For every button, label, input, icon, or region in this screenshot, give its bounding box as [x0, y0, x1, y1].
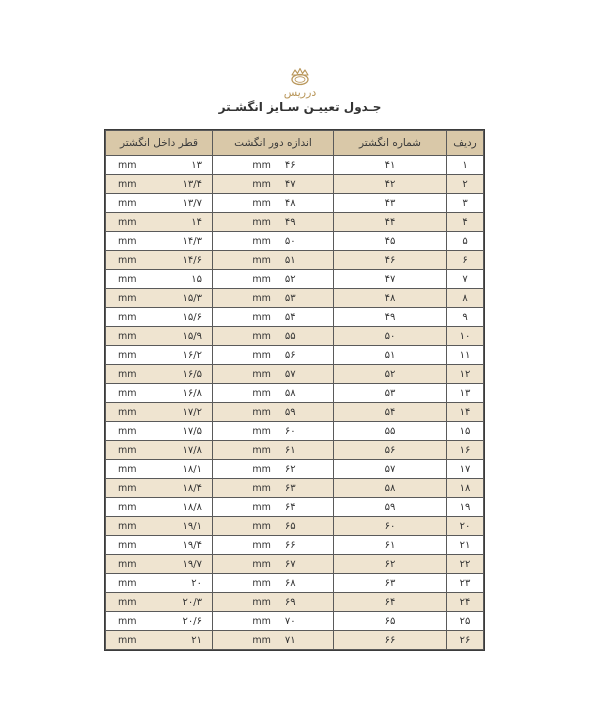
diameter-value: ۱۴/۳ — [182, 235, 202, 247]
diameter-cell — [106, 422, 213, 441]
unit-label: mm — [252, 311, 271, 323]
circumference-value: ۶۸ — [284, 577, 296, 589]
ring-size-cell — [334, 194, 447, 213]
diameter-value: ۱۳/۴ — [182, 178, 202, 190]
ring-size-cell — [334, 308, 447, 327]
table-row — [106, 289, 484, 308]
diameter-value: ۱۸/۴ — [182, 482, 202, 494]
ring-size-value: ۴۵ — [384, 235, 396, 247]
circumference-value: ۶۶ — [284, 539, 296, 551]
table-row — [106, 517, 484, 536]
table-row — [106, 346, 484, 365]
circumference-cell — [213, 156, 334, 175]
circumference-value: ۵۸ — [284, 387, 296, 399]
circumference-value: ۵۲ — [284, 273, 296, 285]
diameter-cell — [106, 536, 213, 555]
unit-label: mm — [252, 197, 271, 209]
circumference-value: ۴۹ — [284, 216, 296, 228]
unit-label: mm — [118, 197, 137, 209]
row-number-cell — [447, 593, 484, 612]
row-number: ۹ — [462, 311, 468, 323]
row-number: ۱۳ — [459, 387, 471, 399]
unit-label: mm — [252, 577, 271, 589]
circumference-cell — [213, 460, 334, 479]
ring-size-cell — [334, 536, 447, 555]
circumference-cell — [213, 346, 334, 365]
diameter-cell — [106, 270, 213, 289]
row-number-cell — [447, 270, 484, 289]
circumference-cell — [213, 574, 334, 593]
row-number: ۲۶ — [459, 634, 471, 646]
ring-size-value: ۴۲ — [384, 178, 396, 190]
circumference-cell — [213, 612, 334, 631]
unit-label: mm — [252, 482, 271, 494]
row-number: ۸ — [462, 292, 468, 304]
diameter-value: ۱۶/۲ — [182, 349, 202, 361]
ring-size-cell — [334, 460, 447, 479]
unit-label: mm — [252, 178, 271, 190]
unit-label: mm — [252, 615, 271, 627]
column-header-finger-circumference: اندازه دور انگشت — [213, 131, 334, 156]
unit-label: mm — [118, 425, 137, 437]
row-number: ۱ — [462, 159, 468, 171]
ring-size-value: ۶۵ — [384, 615, 396, 627]
ring-size-value: ۵۳ — [384, 387, 396, 399]
row-number: ۲۴ — [459, 596, 471, 608]
diameter-cell — [106, 346, 213, 365]
unit-label: mm — [118, 330, 137, 342]
column-header-row-number: ردیف — [447, 131, 484, 156]
unit-label: mm — [118, 444, 137, 456]
ring-size-cell — [334, 289, 447, 308]
table-row — [106, 422, 484, 441]
unit-label: mm — [118, 615, 137, 627]
diameter-cell — [106, 232, 213, 251]
ring-size-value: ۶۶ — [384, 634, 396, 646]
row-number-cell — [447, 479, 484, 498]
circumference-value: ۶۵ — [284, 520, 296, 532]
circumference-cell — [213, 270, 334, 289]
ring-size-cell — [334, 441, 447, 460]
diameter-value: ۱۷/۸ — [182, 444, 202, 456]
row-number-cell — [447, 175, 484, 194]
unit-label: mm — [252, 634, 271, 646]
circumference-value: ۶۷ — [284, 558, 296, 570]
row-number-cell — [447, 631, 484, 650]
circumference-value: ۶۰ — [284, 425, 296, 437]
diameter-value: ۱۶/۵ — [182, 368, 202, 380]
circumference-cell — [213, 232, 334, 251]
table-row — [106, 593, 484, 612]
row-number: ۳ — [462, 197, 468, 209]
ring-size-value: ۶۰ — [384, 520, 396, 532]
circumference-value: ۴۸ — [284, 197, 296, 209]
circumference-cell — [213, 498, 334, 517]
circumference-value: ۶۴ — [284, 501, 296, 513]
row-number-cell — [447, 422, 484, 441]
ring-size-cell — [334, 232, 447, 251]
diameter-value: ۱۵ — [191, 273, 202, 285]
unit-label: mm — [118, 406, 137, 418]
ring-size-value: ۴۶ — [384, 254, 396, 266]
ring-size-cell — [334, 498, 447, 517]
row-number: ۲ — [462, 178, 468, 190]
unit-label: mm — [118, 387, 137, 399]
circumference-cell — [213, 308, 334, 327]
diameter-value: ۱۹/۷ — [182, 558, 202, 570]
circumference-value: ۵۳ — [284, 292, 296, 304]
ring-size-cell — [334, 175, 447, 194]
row-number: ۲۰ — [459, 520, 471, 532]
circumference-cell — [213, 555, 334, 574]
diameter-value: ۱۳/۷ — [182, 197, 202, 209]
unit-label: mm — [118, 235, 137, 247]
unit-label: mm — [252, 216, 271, 228]
ring-size-cell — [334, 574, 447, 593]
unit-label: mm — [252, 349, 271, 361]
diameter-value: ۱۹/۴ — [182, 539, 202, 551]
unit-label: mm — [252, 520, 271, 532]
unit-label: mm — [252, 387, 271, 399]
circumference-value: ۶۳ — [284, 482, 296, 494]
diameter-value: ۱۷/۲ — [182, 406, 202, 418]
row-number-cell — [447, 612, 484, 631]
row-number: ۴ — [462, 216, 468, 228]
row-number: ۱۶ — [459, 444, 471, 456]
diameter-cell — [106, 175, 213, 194]
unit-label: mm — [252, 330, 271, 342]
row-number: ۱۰ — [459, 330, 471, 342]
circumference-cell — [213, 536, 334, 555]
circumference-cell — [213, 251, 334, 270]
circumference-value: ۴۶ — [284, 159, 296, 171]
row-number: ۱۷ — [459, 463, 471, 475]
circumference-cell — [213, 593, 334, 612]
row-number-cell — [447, 308, 484, 327]
diameter-cell — [106, 441, 213, 460]
ring-size-value: ۵۶ — [384, 444, 396, 456]
table-row — [106, 574, 484, 593]
diameter-cell — [106, 555, 213, 574]
circumference-cell — [213, 422, 334, 441]
unit-label: mm — [118, 292, 137, 304]
ring-size-value: ۶۳ — [384, 577, 396, 589]
ring-size-value: ۵۱ — [384, 349, 396, 361]
diameter-value: ۲۱ — [191, 634, 202, 646]
row-number-cell — [447, 403, 484, 422]
row-number: ۲۱ — [459, 539, 471, 551]
diameter-value: ۱۸/۸ — [182, 501, 202, 513]
circumference-cell — [213, 327, 334, 346]
unit-label: mm — [118, 634, 137, 646]
diameter-cell — [106, 631, 213, 650]
unit-label: mm — [252, 501, 271, 513]
unit-label: mm — [252, 596, 271, 608]
table-row — [106, 194, 484, 213]
row-number: ۱۲ — [459, 368, 471, 380]
circumference-value: ۵۹ — [284, 406, 296, 418]
row-number: ۲۳ — [459, 577, 471, 589]
row-number-cell — [447, 536, 484, 555]
circumference-cell — [213, 213, 334, 232]
ring-size-value: ۴۱ — [384, 159, 396, 171]
ring-size-value: ۴۸ — [384, 292, 396, 304]
table-row — [106, 213, 484, 232]
ring-size-value: ۵۰ — [384, 330, 396, 342]
row-number: ۱۹ — [459, 501, 471, 513]
ring-size-value: ۵۷ — [384, 463, 396, 475]
crown-ring-logo-icon — [287, 66, 313, 86]
unit-label: mm — [252, 406, 271, 418]
table-row — [106, 555, 484, 574]
unit-label: mm — [118, 577, 137, 589]
row-number-cell — [447, 156, 484, 175]
ring-size-value: ۵۸ — [384, 482, 396, 494]
circumference-cell — [213, 479, 334, 498]
ring-size-value: ۵۹ — [384, 501, 396, 513]
diameter-cell — [106, 593, 213, 612]
row-number-cell — [447, 251, 484, 270]
row-number: ۲۵ — [459, 615, 471, 627]
circumference-cell — [213, 441, 334, 460]
table-row — [106, 251, 484, 270]
unit-label: mm — [252, 235, 271, 247]
unit-label: mm — [252, 444, 271, 456]
ring-size-value: ۵۵ — [384, 425, 396, 437]
ring-size-value: ۴۴ — [384, 216, 396, 228]
unit-label: mm — [252, 254, 271, 266]
table-row — [106, 327, 484, 346]
diameter-value: ۱۴ — [191, 216, 202, 228]
ring-size-cell — [334, 251, 447, 270]
ring-size-cell — [334, 631, 447, 650]
unit-label: mm — [252, 368, 271, 380]
ring-size-cell — [334, 365, 447, 384]
table-row — [106, 384, 484, 403]
row-number: ۱۴ — [459, 406, 471, 418]
unit-label: mm — [118, 273, 137, 285]
row-number: ۷ — [462, 273, 468, 285]
diameter-cell — [106, 327, 213, 346]
unit-label: mm — [118, 596, 137, 608]
row-number-cell — [447, 555, 484, 574]
row-number: ۶ — [462, 254, 468, 266]
circumference-cell — [213, 517, 334, 536]
diameter-cell — [106, 384, 213, 403]
unit-label: mm — [252, 425, 271, 437]
diameter-cell — [106, 194, 213, 213]
unit-label: mm — [118, 254, 137, 266]
unit-label: mm — [252, 539, 271, 551]
table-row — [106, 365, 484, 384]
table-row — [106, 441, 484, 460]
ring-size-cell — [334, 327, 447, 346]
page-title: جـدول تعییـن سـایز انگشـتر — [218, 100, 382, 114]
circumference-value: ۵۰ — [284, 235, 296, 247]
circumference-cell — [213, 175, 334, 194]
unit-label: mm — [118, 558, 137, 570]
ring-size-cell — [334, 593, 447, 612]
table-row — [106, 460, 484, 479]
row-number: ۱۸ — [459, 482, 471, 494]
circumference-value: ۵۴ — [284, 311, 296, 323]
diameter-cell — [106, 251, 213, 270]
ring-size-cell — [334, 612, 447, 631]
ring-size-cell — [334, 213, 447, 232]
circumference-value: ۷۱ — [284, 634, 296, 646]
diameter-value: ۱۹/۱ — [182, 520, 202, 532]
row-number-cell — [447, 517, 484, 536]
unit-label: mm — [118, 178, 137, 190]
row-number-cell — [447, 194, 484, 213]
row-number-cell — [447, 460, 484, 479]
row-number-cell — [447, 441, 484, 460]
unit-label: mm — [118, 216, 137, 228]
diameter-cell — [106, 574, 213, 593]
table-row — [106, 175, 484, 194]
diameter-cell — [106, 517, 213, 536]
ring-size-value: ۵۲ — [384, 368, 396, 380]
row-number-cell — [447, 213, 484, 232]
table-row — [106, 612, 484, 631]
ring-size-value: ۴۷ — [384, 273, 396, 285]
unit-label: mm — [118, 368, 137, 380]
unit-label: mm — [118, 463, 137, 475]
unit-label: mm — [252, 463, 271, 475]
row-number-cell — [447, 574, 484, 593]
diameter-cell — [106, 308, 213, 327]
circumference-value: ۵۷ — [284, 368, 296, 380]
diameter-cell — [106, 289, 213, 308]
ring-size-cell — [334, 555, 447, 574]
ring-size-value: ۶۲ — [384, 558, 396, 570]
diameter-cell — [106, 213, 213, 232]
diameter-value: ۱۳ — [191, 159, 202, 171]
unit-label: mm — [118, 539, 137, 551]
unit-label: mm — [118, 520, 137, 532]
diameter-cell — [106, 479, 213, 498]
circumference-value: ۵۶ — [284, 349, 296, 361]
circumference-cell — [213, 631, 334, 650]
unit-label: mm — [252, 159, 271, 171]
circumference-value: ۵۵ — [284, 330, 296, 342]
unit-label: mm — [118, 482, 137, 494]
diameter-value: ۱۵/۹ — [182, 330, 202, 342]
table-row — [106, 498, 484, 517]
ring-size-cell — [334, 346, 447, 365]
column-header-ring-size: شماره انگشتر — [334, 131, 447, 156]
diameter-cell — [106, 460, 213, 479]
ring-size-cell — [334, 517, 447, 536]
row-number-cell — [447, 327, 484, 346]
unit-label: mm — [252, 292, 271, 304]
ring-size-value: ۶۱ — [384, 539, 396, 551]
diameter-value: ۱۸/۱ — [182, 463, 202, 475]
table-header-row — [106, 131, 484, 156]
ring-size-cell — [334, 156, 447, 175]
table-row — [106, 536, 484, 555]
unit-label: mm — [118, 501, 137, 513]
table-row — [106, 479, 484, 498]
row-number: ۱۱ — [459, 349, 471, 361]
ring-size-value: ۶۴ — [384, 596, 396, 608]
unit-label: mm — [252, 273, 271, 285]
circumference-value: ۴۷ — [284, 178, 296, 190]
ring-size-value: ۴۹ — [384, 311, 396, 323]
table-row — [106, 308, 484, 327]
table-row — [106, 631, 484, 650]
row-number-cell — [447, 384, 484, 403]
brand-name: درریس — [283, 86, 317, 99]
ring-size-value: ۴۳ — [384, 197, 396, 209]
table-row — [106, 270, 484, 289]
diameter-value: ۲۰ — [191, 577, 202, 589]
diameter-value: ۱۶/۸ — [182, 387, 202, 399]
diameter-cell — [106, 365, 213, 384]
diameter-cell — [106, 498, 213, 517]
row-number-cell — [447, 289, 484, 308]
table-row — [106, 403, 484, 422]
circumference-cell — [213, 384, 334, 403]
circumference-value: ۶۲ — [284, 463, 296, 475]
row-number: ۲۲ — [459, 558, 471, 570]
circumference-value: ۶۹ — [284, 596, 296, 608]
diameter-value: ۲۰/۶ — [182, 615, 202, 627]
ring-size-cell — [334, 384, 447, 403]
row-number-cell — [447, 498, 484, 517]
circumference-cell — [213, 194, 334, 213]
ring-size-cell — [334, 422, 447, 441]
unit-label: mm — [118, 159, 137, 171]
circumference-cell — [213, 403, 334, 422]
ring-size-cell — [334, 270, 447, 289]
circumference-cell — [213, 289, 334, 308]
column-header-inner-diameter: قطر داخل انگشتر — [106, 131, 213, 156]
ring-size-cell — [334, 479, 447, 498]
row-number-cell — [447, 365, 484, 384]
diameter-value: ۱۵/۶ — [182, 311, 202, 323]
circumference-value: ۶۱ — [284, 444, 296, 456]
diameter-value: ۱۷/۵ — [182, 425, 202, 437]
circumference-value: ۷۰ — [284, 615, 296, 627]
row-number: ۱۵ — [459, 425, 471, 437]
row-number-cell — [447, 346, 484, 365]
table-row — [106, 156, 484, 175]
diameter-value: ۲۰/۳ — [182, 596, 202, 608]
ring-size-table — [104, 129, 485, 651]
table-row — [106, 232, 484, 251]
diameter-cell — [106, 612, 213, 631]
diameter-cell — [106, 403, 213, 422]
diameter-cell — [106, 156, 213, 175]
diameter-value: ۱۴/۶ — [182, 254, 202, 266]
unit-label: mm — [118, 349, 137, 361]
diameter-value: ۱۵/۳ — [182, 292, 202, 304]
circumference-cell — [213, 365, 334, 384]
circumference-value: ۵۱ — [284, 254, 296, 266]
unit-label: mm — [252, 558, 271, 570]
ring-size-cell — [334, 403, 447, 422]
row-number-cell — [447, 232, 484, 251]
row-number: ۵ — [462, 235, 468, 247]
ring-size-value: ۵۴ — [384, 406, 396, 418]
unit-label: mm — [118, 311, 137, 323]
